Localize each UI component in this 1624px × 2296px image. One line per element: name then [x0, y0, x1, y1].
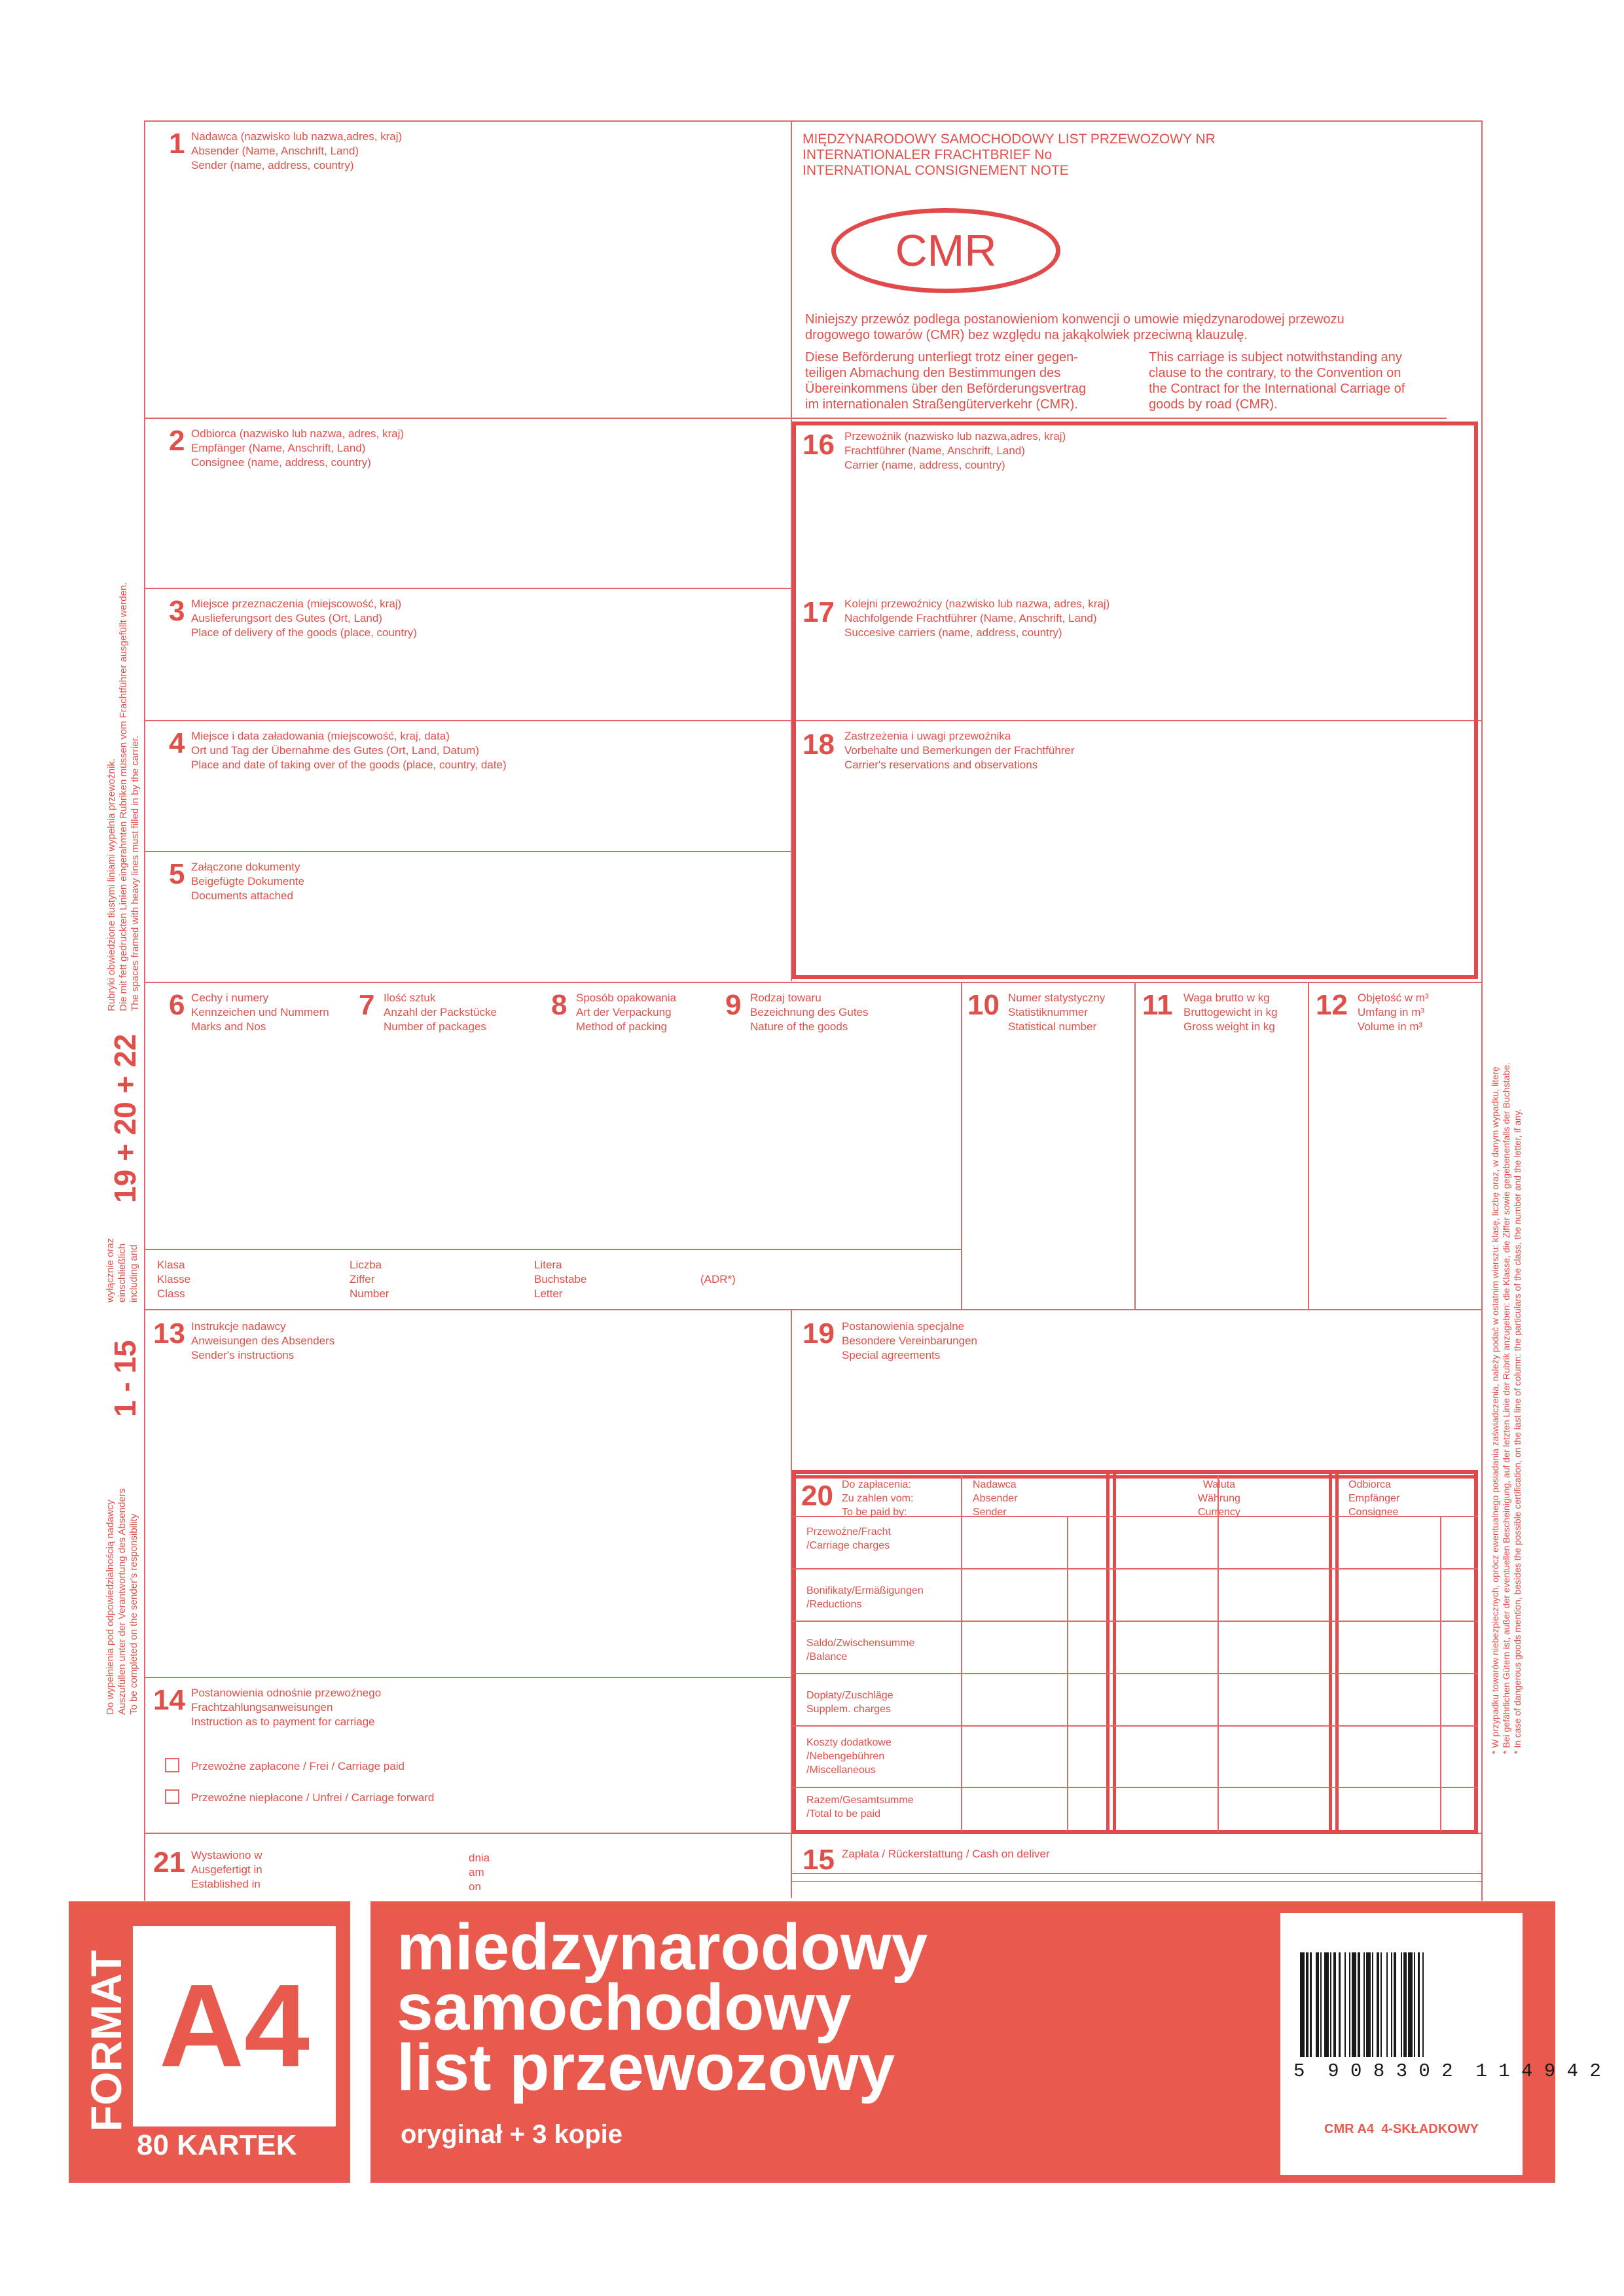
field-19-number: 19 [803, 1318, 835, 1350]
field-15-label: Zapłata / Rückerstattung / Cash on deliver [842, 1848, 1050, 1860]
pay-col-div-1b [1113, 1473, 1116, 1833]
field-20-label: Do zapłacenia: Zu zahlen vom: To be paid by: [842, 1479, 914, 1518]
margin-sender-note: Do wypełnienia pod odpowiedzialnością nadawcy Auszufüllen unter der Verantwortung des Absenders To be completed on the sender's responsibility [105, 1488, 139, 1715]
barcode-bar [1391, 1952, 1392, 2057]
field-1-number: 1 [169, 128, 185, 160]
field-13-number: 13 [153, 1318, 185, 1350]
field-5-number: 5 [169, 858, 185, 890]
header-title-en: INTERNATIONAL CONSIGNEMENT NOTE [803, 163, 1069, 178]
frame-left [144, 120, 145, 1901]
pay-col-rowlabels [961, 1475, 962, 1832]
pay-col-div-2b [1335, 1473, 1339, 1833]
barcode-bar [1372, 1952, 1373, 2057]
adr-number-label: Liczba Ziffer Number [350, 1259, 389, 1300]
format-word: FORMAT [82, 1950, 130, 2132]
barcode-bar [1401, 1952, 1402, 2057]
pay-row-3 [792, 1673, 1478, 1674]
line-15-b [792, 1881, 1483, 1882]
field-12-label: Objętość w m³ Umfang in m³ Volume in m³ [1358, 992, 1429, 1033]
barcode-bar [1300, 1952, 1305, 2057]
field-14-label: Postanowienia odnośnie przewoźnego Frachtzahlungsanweisungen Instruction as to payment for carriage [191, 1687, 382, 1728]
margin-carrier-note: Rubryki obwiedzione tłustymi liniami wypełnia przewoźnik. Die mit fett gedruckten Linien eingerahmten Rubriken müssen vom Frachtführer ausgefüllt werden. The spaces framed with heavy lines must filled in by the carrier. [106, 582, 141, 1011]
field-10-number: 10 [967, 989, 1000, 1021]
field-21-date-label: dnia am on [469, 1852, 490, 1893]
field-16-number: 16 [803, 429, 835, 461]
line-5-6 [144, 982, 1483, 983]
field-12-number: 12 [1316, 989, 1348, 1021]
product-code: CMR A4 4-SKŁADKOWY [1324, 2122, 1479, 2136]
title-line-3: list przewozowy [397, 2031, 895, 2104]
pay-sub-1 [1067, 1517, 1068, 1831]
title-panel [370, 1901, 1601, 2183]
carriage-paid-checkbox[interactable] [165, 1758, 179, 1772]
field-20-number: 20 [801, 1480, 833, 1512]
field-8-label: Sposób opakowania Art der Verpackung Method of packing [576, 992, 677, 1033]
margin-including-note: wyłącznie oraz einschließlich including and [105, 1238, 139, 1302]
carriage-forward-checkbox[interactable] [165, 1789, 179, 1804]
pay-col-consignee: Odbiorca Empfänger Consignee [1348, 1479, 1400, 1518]
barcode-bar [1422, 1952, 1424, 2057]
margin-big-19-20-22: 19 + 20 + 22 [108, 1033, 142, 1203]
field-4-label: Miejsce i data załadowania (miejscowość, kraj, data) Ort und Tag der Übernahme des Gutes (Ort, Land, Datum) Place and date of taking over of the goods (place, country, date) [191, 730, 507, 771]
pay-row-reductions: Bonifikaty/Ermäßigungen /Reductions [806, 1585, 924, 1610]
field-15-number: 15 [803, 1844, 835, 1876]
barcode-label [1280, 1913, 1601, 2175]
field-17-label: Kolejni przewoźnicy (nazwisko lub nazwa, adres, kraj) Nachfolgende Frachtführer (Name, Anschrift, Land) Succesive carriers (name, address, country) [844, 598, 1110, 639]
pay-col-div-2 [1329, 1473, 1332, 1833]
margin-dangerous-goods-note: * W przypadku towarów niebezpiecznych, oprócz ewentualnego posiadania zaświadczenia, należy podać w ostatnim wierszu: klasę, liczbę oraz, w danym wypadku, literę * Bei gefährlichen Gütern ist, außer der eventuellen Bescheinigung, auf der letzten Linie der Rubrik anzugeben: die Klasse, die Ziffer sowie gegebenenfalls der Buchstabe. * In case of dangerous goods mention, besides the possible certification, on the last line of column: the particulars of the class, the number and the letter, if any. [1490, 1062, 1523, 1754]
header-title-pl: MIĘDZYNARODOWY SAMOCHODOWY LIST PRZEWOZOWY NR [803, 132, 1216, 147]
clause-pl: Niniejszy przewóz podlega postanowieniom konwencji o umowie międzynarodowej przewozu drogowego towarów (CMR) bez względu na jakąkolwiek przeciwną klauzulę. [805, 312, 1344, 342]
pay-row-5 [792, 1787, 1478, 1788]
barcode-bar [1339, 1952, 1340, 2057]
carriage-paid-label: Przewoźne zapłacone / Frei / Carriage paid [191, 1760, 405, 1772]
field-19-label: Postanowienia specjalne Besondere Vereinbarungen Special agreements [842, 1320, 977, 1361]
barcode [1300, 1952, 1503, 2057]
barcode-bar [1306, 1952, 1308, 2057]
margin-big-1-15: 1 - 15 [108, 1340, 142, 1417]
field-2-label: Odbiorca (nazwisko lub nazwa, adres, kraj) Empfänger (Name, Anschrift, Land) Consignee (name, address, country) [191, 427, 405, 469]
pay-row-balance: Saldo/Zwischensumme /Balance [806, 1638, 915, 1662]
field-1-label: Nadawca (nazwisko lub nazwa,adres, kraj) Absender (Name, Anschrift, Land) Sender (name, address, country) [191, 130, 403, 171]
header-title-de: INTERNATIONALER FRACHTBRIEF No [803, 147, 1053, 162]
field-5-label: Załączone dokumenty Beigefügte Dokumente Documents attached [191, 861, 304, 902]
pay-row-supplements: Dopłaty/Zuschläge Supplem. charges [806, 1690, 893, 1715]
barcode-bar [1377, 1952, 1379, 2057]
field-2-number: 2 [169, 425, 185, 457]
pay-col-div-1 [1106, 1473, 1110, 1833]
frame-top [144, 120, 1483, 122]
line-15-a [792, 1873, 1483, 1874]
pay-row-4 [792, 1725, 1478, 1727]
frame-right [1481, 120, 1483, 1901]
clause-en: This carriage is subject notwithstanding any clause to the contrary, to the Convention on the Contract for the International Carriage of goods by road (CMR). [1149, 350, 1405, 412]
pay-row-carriage: Przewoźne/Fracht /Carriage charges [806, 1526, 891, 1551]
barcode-bar [1310, 1952, 1311, 2057]
barcode-bar [1414, 1952, 1415, 2057]
barcode-bar [1363, 1952, 1365, 2057]
title-line-2: samochodowy [397, 1971, 852, 2044]
divider-10-11 [1134, 982, 1136, 1309]
sheet-count: 80 KARTEK [137, 2129, 297, 2161]
barcode-bar [1320, 1952, 1322, 2057]
field-18-label: Zastrzeżenia i uwagi przewoźnika Vorbehalte und Bemerkungen der Frachtführer Carrier's reservations and observations [844, 730, 1075, 771]
format-size: A4 [158, 1960, 310, 2092]
barcode-bar [1358, 1952, 1360, 2057]
field-21-number: 21 [153, 1846, 185, 1878]
barcode-bar [1386, 1952, 1388, 2057]
field-9-label: Rodzaj towaru Bezeichnung des Gutes Nature of the goods [750, 992, 869, 1033]
field-6-number: 6 [169, 989, 185, 1021]
adr-mark: (ADR*) [700, 1273, 736, 1285]
barcode-bar [1403, 1952, 1406, 2057]
line-2-3 [144, 588, 792, 589]
field-10-label: Numer statystyczny Statistiknummer Statistical number [1008, 992, 1106, 1033]
barcode-bar [1324, 1952, 1329, 2057]
field-8-number: 8 [551, 989, 568, 1021]
field-9-number: 9 [725, 989, 742, 1021]
field-13-label: Instrukcje nadawcy Anweisungen des Absenders Sender's instructions [191, 1320, 335, 1361]
adr-letter-label: Litera Buchstabe Letter [534, 1259, 587, 1300]
line-adr [144, 1249, 962, 1250]
line-13-14 [144, 1677, 792, 1678]
barcode-digits: 5 9 0 8 3 0 2 1 1 4 9 4 2 [1293, 2060, 1601, 2082]
cmr-logo [831, 208, 1060, 293]
field-18-number: 18 [803, 728, 835, 761]
format-size-box [133, 1926, 336, 2126]
barcode-bar [1380, 1952, 1382, 2057]
field-14-number: 14 [153, 1684, 185, 1716]
adr-class-label: Klasa Klasse Class [157, 1259, 191, 1300]
field-3-label: Miejsce przeznaczenia (miejscowość, kraj) Auslieferungsort des Gutes (Ort, Land) Place of delivery of the goods (place, country) [191, 598, 417, 639]
pay-col-sender: Nadawca Absender Sender [973, 1479, 1018, 1518]
field-4-number: 4 [169, 727, 185, 759]
carriage-forward-label: Przewoźne niepłacone / Unfrei / Carriage forward [191, 1791, 435, 1804]
barcode-bar [1349, 1952, 1350, 2057]
divider-9-10 [961, 982, 962, 1309]
pay-sub-2 [1218, 1475, 1219, 1832]
barcode-bar [1352, 1952, 1356, 2057]
field-7-label: Ilość sztuk Anzahl der Packstücke Number of packages [384, 992, 497, 1033]
barcode-bar [1344, 1952, 1346, 2057]
clause-de: Diese Beförderung unterliegt trotz einer gegen- teiligen Abmachung den Bestimmungen des Übereinkommens über den Beförderungsvertrag im internationalen Straßengüterverkehr (CMR). [805, 350, 1087, 412]
field-3-number: 3 [169, 595, 185, 627]
carrier-box [792, 422, 1478, 979]
line-1-2 [144, 418, 1447, 419]
field-21-label: Wystawiono w Ausgefertigt in Established in [191, 1849, 262, 1890]
cmr-logo-text: CMR [895, 226, 997, 276]
barcode-bar [1394, 1952, 1396, 2057]
barcode-bar [1330, 1952, 1331, 2057]
pay-row-1 [792, 1568, 1478, 1570]
barcode-bar [1408, 1952, 1413, 2057]
field-16-label: Przewoźnik (nazwisko lub nazwa,adres, kraj) Frachtführer (Name, Anschrift, Land) Carrier (name, address, country) [844, 430, 1066, 471]
subtitle: oryginał + 3 kopie [401, 2120, 623, 2149]
format-panel [69, 1901, 350, 2183]
field-17-number: 17 [803, 596, 835, 628]
title-line-1: miedzynarodowy [397, 1910, 928, 1984]
pay-row-2 [792, 1621, 1478, 1622]
barcode-bar [1333, 1952, 1336, 2057]
field-7-number: 7 [359, 989, 375, 1021]
barcode-bar [1418, 1952, 1419, 2057]
divider-11-12 [1308, 982, 1309, 1309]
pay-col-currency: Waluta Währung Currency [1198, 1479, 1240, 1518]
pay-row-misc: Koszty dodatkowe /Nebengebühren /Miscellaneous [806, 1737, 892, 1776]
line-goods-bottom [144, 1309, 1483, 1310]
pay-sub-3 [1440, 1517, 1441, 1831]
barcode-bar [1316, 1952, 1318, 2057]
barcode-bar [1366, 1952, 1371, 2057]
pay-row-total: Razem/Gesamtsumme /Total to be paid [806, 1795, 914, 1820]
field-11-number: 11 [1142, 989, 1173, 1021]
field-11-label: Waga brutto w kg Bruttogewicht in kg Gross weight in kg [1183, 992, 1278, 1033]
line-4-5 [144, 851, 792, 852]
field-6-label: Cechy i numery Kennzeichen und Nummern Marks and Nos [191, 992, 329, 1033]
